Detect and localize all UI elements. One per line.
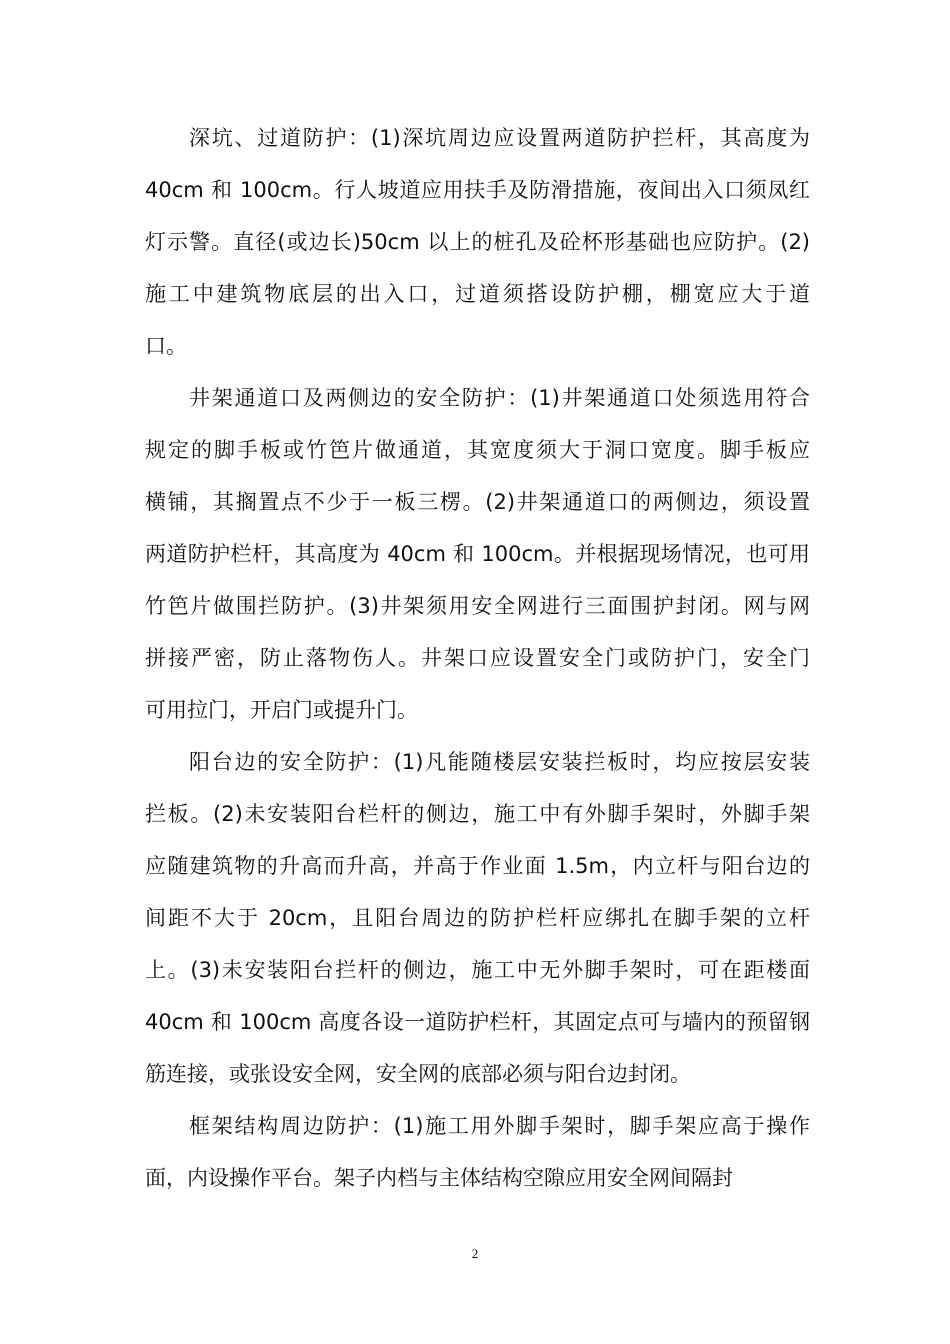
text-line: 应随建筑物的升高而升高，并高于作业面 1.5m，内立杆与阳台边的 <box>145 854 810 878</box>
text-line: 口。 <box>145 334 187 358</box>
text-line: 井架通道口及两侧边的安全防护：(1)井架通道口处须选用符合 <box>189 386 810 410</box>
text-line: 筋连接，或张设安全网，安全网的底部必须与阳台边封闭。 <box>145 1062 691 1086</box>
text-line: 阳台边的安全防护：(1)凡能随楼层安装拦板时，均应按层安装 <box>189 750 810 774</box>
paragraph-frame-structure-protection <box>145 1100 810 1204</box>
text-line: 间距不大于 20cm，且阳台周边的防护栏杆应绑扎在脚手架的立杆 <box>145 906 810 930</box>
text-line: 规定的脚手板或竹笆片做通道，其宽度须大于洞口宽度。脚手板应 <box>145 438 810 462</box>
text-line: 施工中建筑物底层的出入口，过道须搭设防护棚，棚宽应大于道 <box>145 282 810 306</box>
text-line: 竹笆片做围拦防护。(3)井架须用安全网进行三面围护封闭。网与网 <box>145 594 810 618</box>
text-line: 40cm 和 100cm。行人坡道应用扶手及防滑措施，夜间出入口须凤红 <box>145 178 810 202</box>
paragraph-hoist-passage-protection <box>145 372 810 736</box>
text-line: 40cm 和 100cm 高度各设一道防护栏杆，其固定点可与墙内的预留钢 <box>145 1010 810 1034</box>
text-line: 两道防护栏杆，其高度为 40cm 和 100cm。并根据现场情况，也可用 <box>145 542 810 566</box>
paragraph-pit-protection <box>145 112 810 372</box>
document-body <box>145 112 810 1204</box>
text-line: 框架结构周边防护：(1)施工用外脚手架时，脚手架应高于操作 <box>189 1114 810 1138</box>
paragraph-balcony-protection <box>145 736 810 1100</box>
text-line: 拼接严密，防止落物伤人。井架口应设置安全门或防护门，安全门 <box>145 646 810 670</box>
text-line: 拦板。(2)未安装阳台栏杆的侧边，施工中有外脚手架时，外脚手架 <box>145 802 810 826</box>
text-line: 上。(3)未安装阳台拦杆的侧边，施工中无外脚手架时，可在距楼面 <box>145 958 810 982</box>
text-line: 深坑、过道防护：(1)深坑周边应设置两道防护拦杆，其高度为 <box>189 126 810 150</box>
text-line: 可用拉门，开启门或提升门。 <box>145 698 418 722</box>
text-line: 灯示警。直径(或边长)50cm 以上的桩孔及砼杯形基础也应防护。(2) <box>145 230 810 254</box>
page-number: 2 <box>471 1246 479 1261</box>
text-line: 面，内设操作平台。架子内档与主体结构空隙应用安全网间隔封 <box>145 1166 733 1190</box>
text-line: 横铺，其搁置点不少于一板三楞。(2)井架通道口的两侧边，须设置 <box>145 490 810 514</box>
